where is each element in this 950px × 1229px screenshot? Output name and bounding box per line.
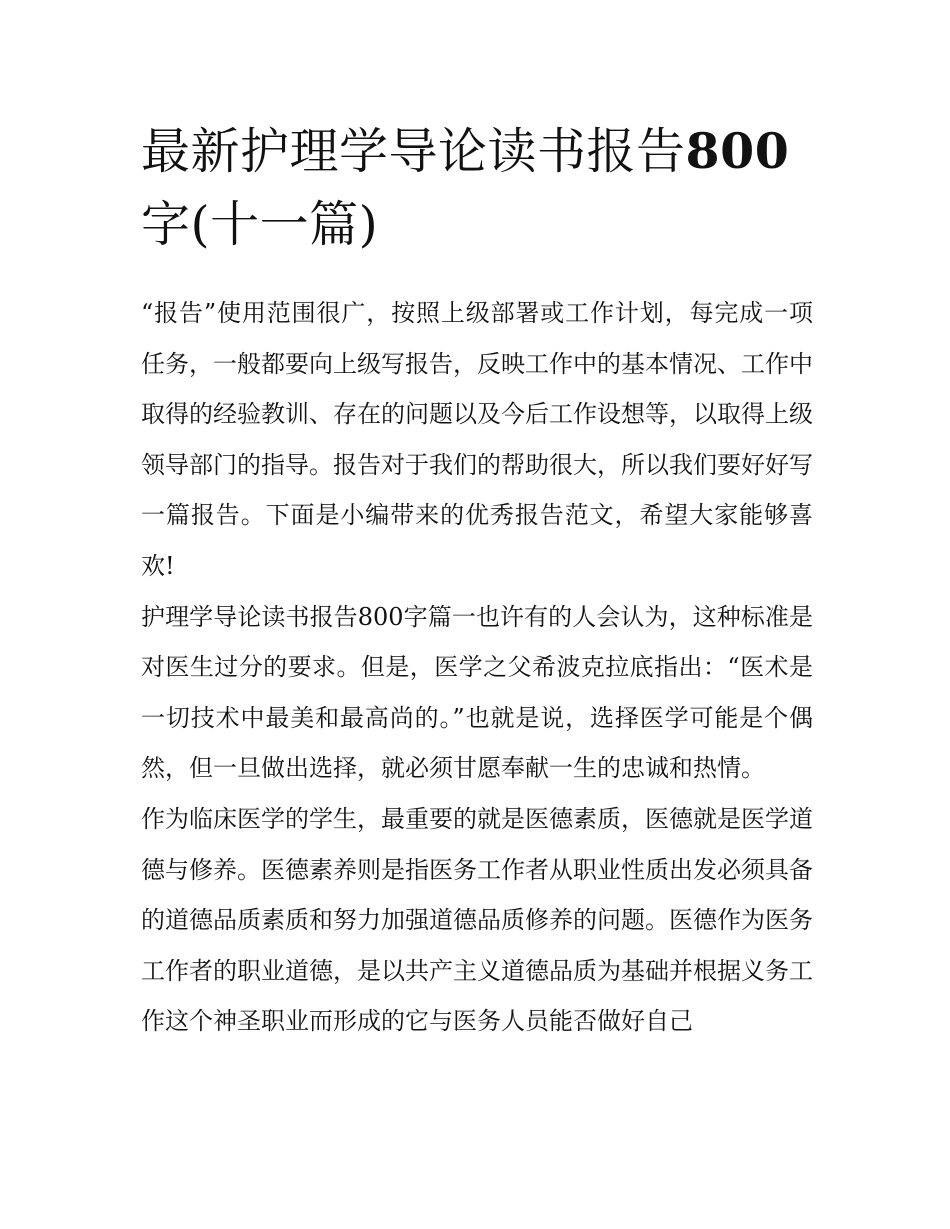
- paragraph-intro: “报告”使用范围很广，按照上级部署或工作计划，每完成一项任务，一般都要向上级写报告，反映工作中的基本情况、工作中取得的经验教训、存在的问题以及今后工作设想等，以取得上级领导部门的指导。报告对于我们的帮助很大，所以我们要好好写一篇报告。下面是小编带来的优秀报告范文，希望大家能够喜欢!: [141, 299, 813, 580]
- title-number-text: 800: [685, 122, 790, 180]
- paragraph-article-one: 护理学导论读书报告800字篇一也许有的人会认为，这种标准是对医生过分的要求。但是，医学之父希波克拉底指出：“医术是一切技术中最美和最高尚的。”也就是说，选择医学可能是个偶然，但一旦做出选择，就必须甘愿奉献一生的忠诚和热情。: [141, 602, 813, 783]
- title-main-text: 最新护理学导论读书报告: [141, 123, 686, 180]
- paragraph-medical-ethics: 作为临床医学的学生，最重要的就是医德素质，医德就是医学道德与修养。医德素养则是指医务工作者从职业性质出发必须具备的道德品质素质和努力加强道德品质修养的问题。医德作为医务工作者的职业道德，是以共产主义道德品质为基础并根据义务工作这个神圣职业而形成的它与医务人员能否做好自己: [141, 804, 813, 1036]
- title-tail-text: 字(十一篇): [141, 196, 379, 253]
- document-content: [141, 115, 813, 1047]
- document-title: [141, 115, 813, 261]
